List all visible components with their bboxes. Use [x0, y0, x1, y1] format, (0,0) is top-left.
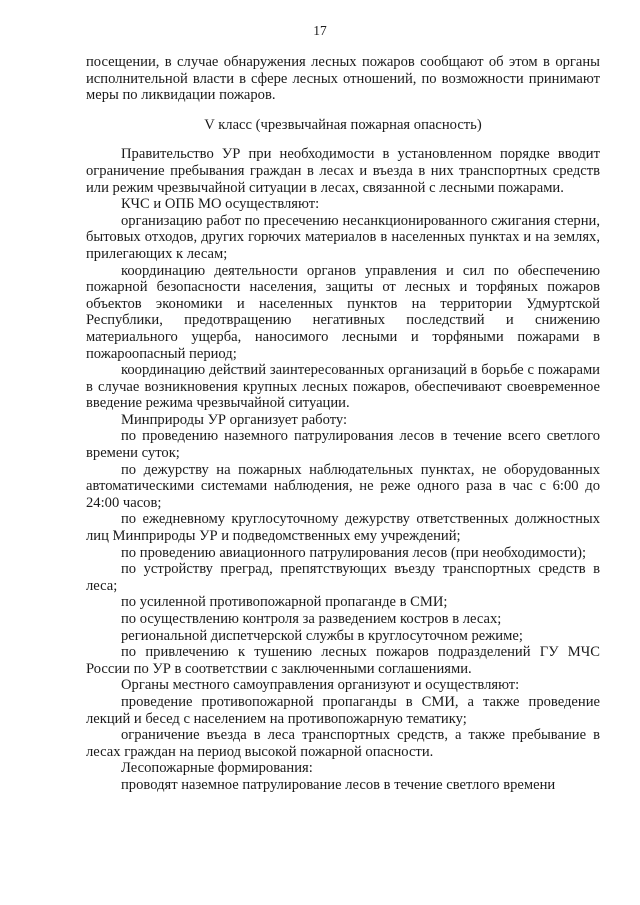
paragraph: по привлечению к тушению лесных пожаров подразделений ГУ МЧС России по УР в соответствии с заключенными соглашениями.	[86, 644, 600, 677]
document-body	[86, 54, 600, 794]
paragraph: Правительство УР при необходимости в установленном порядке вводит ограничение пребывания граждан в лесах и въезда в них транспортных средств или режим чрезвычайной ситуации в лесах, связанной с лесными пожарами.	[86, 146, 600, 196]
paragraph-cut: проводят наземное патрулирование лесов в течение светлого времени	[121, 776, 556, 793]
paragraph: ограничение въезда в леса транспортных средств, а также пребывание в лесах граждан на период высокой пожарной опасности.	[86, 727, 600, 760]
paragraph: организацию работ по пресечению несанкционированного сжигания стерни, бытовых отходов, других горючих материалов в населенных пунктах и на землях, прилегающих к лесам;	[86, 212, 600, 262]
paragraph: координацию деятельности органов управления и сил по обеспечению пожарной безопасности населения, защиты от лесных и торфяных пожаров объектов экономики и населенных пунктов на территории Удмуртской Республики, предотвращению негативных последствий и снижению материального ущерба, наносимого лесными и торфяными пожарами в пожароопасный период;	[86, 262, 600, 362]
paragraph: по ежедневному круглосуточному дежурству ответственных должностных лиц Минприроды УР и подведомственных ему учреждений;	[86, 511, 600, 545]
section-heading: V класс (чрезвычайная пожарная опасность)	[204, 116, 482, 133]
paragraph: по осуществлению контроля за разведением костров в лесах;	[121, 611, 502, 627]
paragraph: по дежурству на пожарных наблюдательных пунктах, не оборудованных автоматическими системами наблюдения, не реже одного раза в час с 6:00 до 24:00 часов;	[86, 461, 600, 511]
paragraph: по устройству преград, препятствующих въезду транспортных средств в леса;	[86, 561, 600, 594]
paragraph: Лесопожарные формирования:	[121, 760, 313, 777]
paragraph: по усиленной противопожарной пропаганде в СМИ;	[121, 594, 448, 611]
paragraph-continuation: посещении, в случае обнаружения лесных пожаров сообщают об этом в органы исполнительной власти в сфере лесных отношений, по возможности принимают меры по ликвидации пожаров.	[86, 54, 600, 104]
paragraph: Минприроды УР организует работу:	[121, 411, 348, 428]
paragraph: КЧС и ОПБ МО осуществляют:	[121, 196, 320, 213]
page-number: 17	[313, 23, 327, 38]
paragraph: проведение противопожарной пропаганды в СМИ, а также проведение лекций и бесед с населением на противопожарную тематику;	[86, 693, 600, 727]
paragraph: Органы местного самоуправления организуют и осуществляют:	[121, 677, 520, 694]
paragraph: по проведению наземного патрулирования лесов в течение всего светлого времени суток;	[86, 428, 600, 462]
paragraph: координацию действий заинтересованных организаций в борьбе с пожарами в случае возникновения крупных лесных пожаров, обеспечивают своевременное введение режима чрезвычайной ситуации.	[86, 362, 600, 412]
paragraph: региональной диспетчерской службы в круглосуточном режиме;	[121, 627, 523, 644]
paragraph: по проведению авиационного патрулирования лесов (при необходимости);	[121, 544, 587, 561]
